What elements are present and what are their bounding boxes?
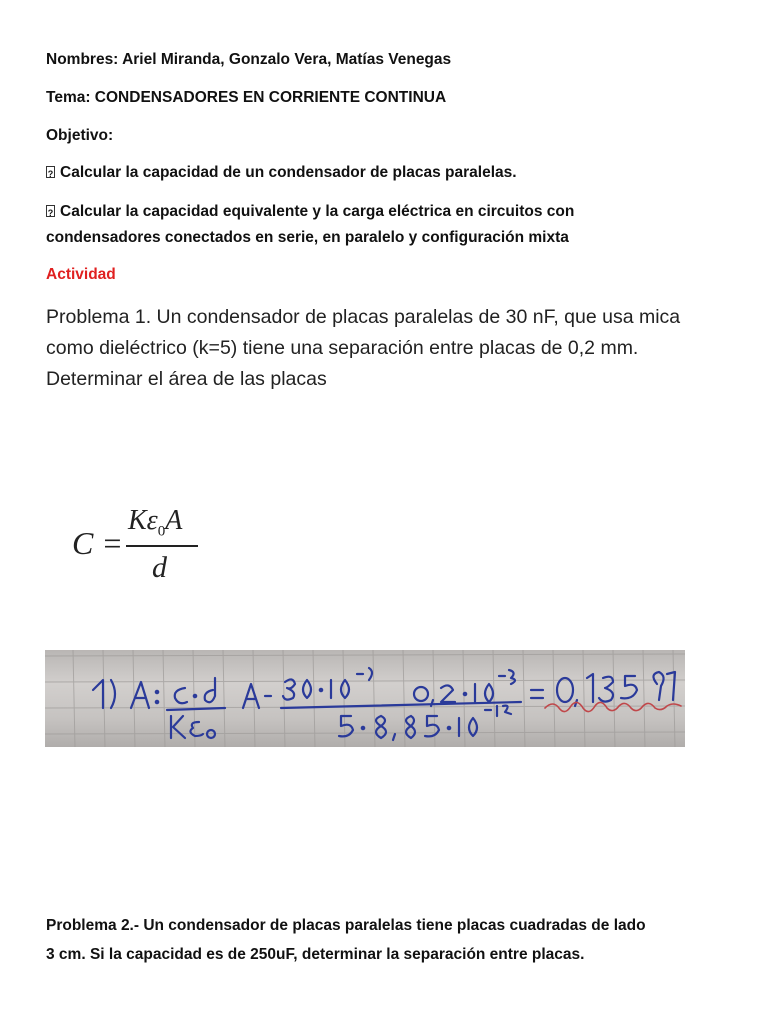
formula-numerator [128,505,182,541]
ink-strokes [93,668,675,740]
missing-glyph-icon [46,205,55,217]
handwriting-drawing [45,650,685,747]
handwritten-solution-photo [45,650,685,747]
activity-heading: Actividad [46,266,116,283]
problem-1-line-2: como dieléctrico (k=5) tiene una separación entre placas de 0,2 mm. [46,337,639,359]
problem-2-line-1: Problema 2.- Un condensador de placas paralelas tiene placas cuadradas de lado [46,917,646,934]
formula-denominator: d [152,551,167,584]
problem-2-line-2: 3 cm. Si la capacidad es de 250uF, determinar la separación entre placas. [46,946,585,963]
problem-1-line-1: Problema 1. Un condensador de placas paralelas de 30 nF, que usa mica [46,306,681,328]
formula-area: A [165,505,183,536]
formula-lhs: C = [72,525,123,561]
missing-glyph-icon [46,166,55,178]
problem-1 [46,302,746,395]
topic-line: Tema: CONDENSADORES EN CORRIENTE CONTINUA [46,89,447,106]
objective-item-1 [46,163,517,183]
objective-item-2 [46,202,574,222]
problem-2 [46,911,736,969]
objective-text-2: Calcular la capacidad equivalente y la carga eléctrica en circuitos con [60,203,575,220]
fraction-bar [126,545,198,547]
names-line: Nombres: Ariel Miranda, Gonzalo Vera, Matías Venegas [46,51,452,68]
objective-heading: Objetivo: [46,127,114,144]
formula-subscript: 0 [157,523,166,540]
objective-item-2-continuation: condensadores conectados en serie, en paralelo y configuración mixta [46,229,569,246]
red-ink-underline [545,702,681,711]
objective-text-1: Calcular la capacidad de un condensador de placas paralelas. [60,164,517,181]
problem-1-line-3: Determinar el área de las placas [46,368,327,390]
capacitance-formula [70,505,210,590]
formula-k-epsilon: Kε [128,505,158,536]
